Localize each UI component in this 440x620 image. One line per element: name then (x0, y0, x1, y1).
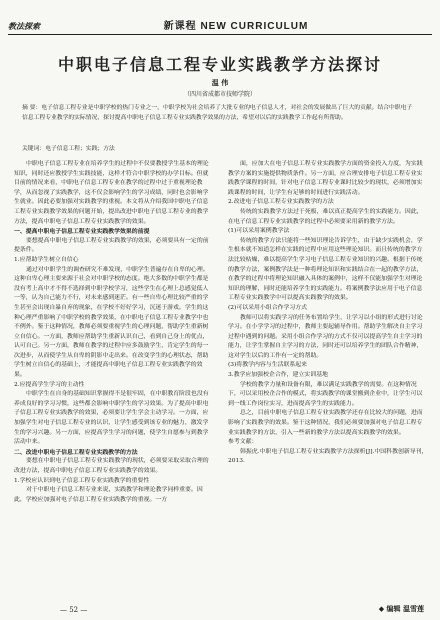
page-header (8, 12, 432, 32)
paragraph: 传统的实践教学方法过于死板，难以真正提高学生的实践能力。因此，在电子信息工程专业实践教学的过程中必须要采用新的教学方法。 (228, 208, 423, 225)
paragraph: 学校的教学力量和设备有限，难以满足实践教学的需要。在这种情况下，可以采用校企合作的模式，将实践教学的课堂搬到企业中，让学生可以到一线工作岗位实习，进而提高学生的实践能力。 (228, 381, 423, 407)
subsection-heading: 1.应帮助学生树立自信心 (14, 256, 79, 263)
abstract: 摘 要：电子信息工程专业是中职学校的热门专业之一，中职学校为社会培养了大批专业的电子信息人才，对社会的发展做出了巨大的贡献。结合中职电子信息工程专业教学的实际情况，探讨提高中职电子信息工程专业实践教学效果的方法，希望对以后的实践教学工作起有所帮助。 (22, 105, 413, 121)
paragraph: 对于中职电子信息工程专业来说，实践教学和理论教学同样重要。因此，学校应加强对电子信息工程专业实践教学的重视。一方 (14, 487, 203, 503)
references-heading: 参考文献： (228, 439, 258, 446)
journal-name: 新课程 NEW CURRICULUM (163, 21, 309, 32)
paragraph: 要想在中职电子信息工程专业实践教学的现状，必须要采取采取合理的改进方法，提高中职电子信息工程专业实践教学的效果。 (14, 458, 209, 474)
section-heading: 二、改进中职电子信息工程专业实践教学的方法 (14, 448, 138, 456)
paragraph: 要想提高中职电子信息工程专业实践教学的效果，必须要具有一定的前提条件。 (14, 237, 209, 254)
reference-item: 韩振虎.中职电子信息工程专业实践教学方法探析[J].中国科教创新导刊，2013. (228, 448, 428, 465)
paragraph: 面，应加大在电子信息工程专业实践教学方面的资金投入力度，为实践教学方案的实施提供物质条件。另一方面，应合理安排电子信息工程专业实践教学课程的时间，针对电子信息工程专业课时比较少的现状，必须增加实践课程的时间，让学生有足够的时间进行实践活动。 (228, 161, 423, 196)
page-number: — 52 — (60, 606, 88, 614)
paragraph: 教师可以将实践学习的任务布置给学生，让学习以小组的形式进行讨论学习。在小学学习的过程中，教师主要起辅导作用。帮助学生解决自主学习过程中遇到的问题。采用小组合作学习的方式不仅可以提高学生自主学习的能力，让学生掌握自主学习的方法，同时还可以培养学生的团队合作精神，这对学生以后的工作有一定的帮助。 (228, 314, 423, 359)
paper-title: 中职电子信息工程专业实践教学方法探讨 (57, 55, 382, 74)
subsection-heading: 2.改进电子信息工程专业实践教学的方法 (228, 199, 334, 206)
section-heading: 一、提高中职电子信息工程专业实践教学效果的前提 (14, 228, 150, 236)
subsection-heading: 3.教学应加强校企合作，建立实训基地 (228, 372, 328, 379)
subsection-heading: (1)可以采用案例教学法 (228, 228, 290, 235)
paragraph: 传统的教学方法只能将一些知识理论告诉学生，由于缺少实践机会，学生根本就不知道怎样在实践的过程中应用这些理论知识。而且传统的教学方法比较枯燥，难以提高学生学习电子信息工程专业知识的兴趣。根据于传统的教学方法，案例教学法是一种将理论知识和实践结合在一起的教学方法，在教学的过程中将理论知识融入具体的案例中，这样不仅能加强学生对理论知识的理解，同时还能培养学生的实践能力。将案例教学法应用于电子信息工程专业实践教学中可以提高实践教学的效果。 (228, 237, 423, 302)
keywords: 关键词：电子信息工程；实践；方法 (22, 146, 115, 152)
right-column (228, 160, 428, 600)
paragraph: 中职电子信息工程专业在培养学生的过程中不仅要教授学生基本的理论知识，同时还应教授学生实践技能，这样才符合中职学校的办学目标。但就目前的情况来看，中职电子信息工程专业在教学的过程中过于重视理论教学，从而忽视了实践教学，这不仅会影响学生的学习成绩，同时也会影响学生就业。因此必要加强对实践教学的重视。本文将从介绍我国中职电子信息工程专业实践教学效果的问题开始，提出改进中职电子信息工程专业的教学方法，提高中职电子信息工程专业实践教学的效果。 (14, 161, 209, 225)
subsection-heading: 1.学校应认识到电子信息工程专业实践教学的重要性 (14, 477, 150, 484)
paragraph: 总之，目前中职电子信息工程专业实践教学还存在比较大的问题，进而影响了实践教学的效果。鉴于这种情况，我们必须要加强对电子信息工程专业实践教学的方法，引入一些新的教学方法以提高实践教学的效果。 (228, 410, 423, 436)
subsection-heading: (2)可以采用小组合作学习方式 (228, 304, 308, 311)
editor-credit: ◆ 编辑 温雪莲 (378, 604, 424, 613)
paragraph: 中职学生在自身的基础知识掌握得不是很牢固，在中职教育阶段也没有养成良好的学习习惯，这些都会影响中职学生的学习效果。为了提高中职电子信息工程专业实践教学的效果，必须要让学生学会主动学习。一方面，应加强学生对电子信息工程专业的认识，让学生感受到该专业的魅力，激发学生的学习兴趣。另一方面，应提高学生学习的问题，使学生自愿参与到教学活动中来。 (14, 391, 209, 446)
subsection-heading: (3)将教学内容与生活联系起来 (228, 362, 308, 369)
section-label: 教法探索 (8, 21, 40, 31)
paragraph: 通过对中职学生的调查研究不难发现，中职学生普遍存在自卑的心理。这种自卑心理主要来源于社会对中职学校的态度。绝大多数的中职学生都是没有考上高中才不得不选择到中职学校学习，这些学生在心理上总感觉低人一等，认为自己能力不行，对未来感到迷茫。有一些自卑心理比较严重的学生甚至会出现自暴自弃的现象，在学校不好好学习，沉迷于游戏。学生的这种心理严重影响了中职学校的教学效果，在中职电子信息工程专业教学中也不例外。鉴于这种情况，教师必须要重视学生的心理问题，帮助学生重新树立自信心。一方面，教师应帮助学生重新认识自己，看到自己身上的优点，认可自己。另一方面，教师在教学的过程中应多鼓励学生，肯定学生的每一次进步，从而使学生从自卑的阴影中走出来。在改变学生的心理状态，帮助学生树立自信心的基础上，才能提高中职电子信息工程专业实践教学的效果。 (14, 266, 209, 379)
affiliation: （四川省成都市技师学院） (183, 91, 256, 98)
author-name: 温 伟 (211, 78, 229, 87)
header-rule (8, 34, 432, 35)
left-column (14, 160, 214, 600)
subsection-heading: 2.应提高学生学习的主动性 (14, 381, 85, 388)
